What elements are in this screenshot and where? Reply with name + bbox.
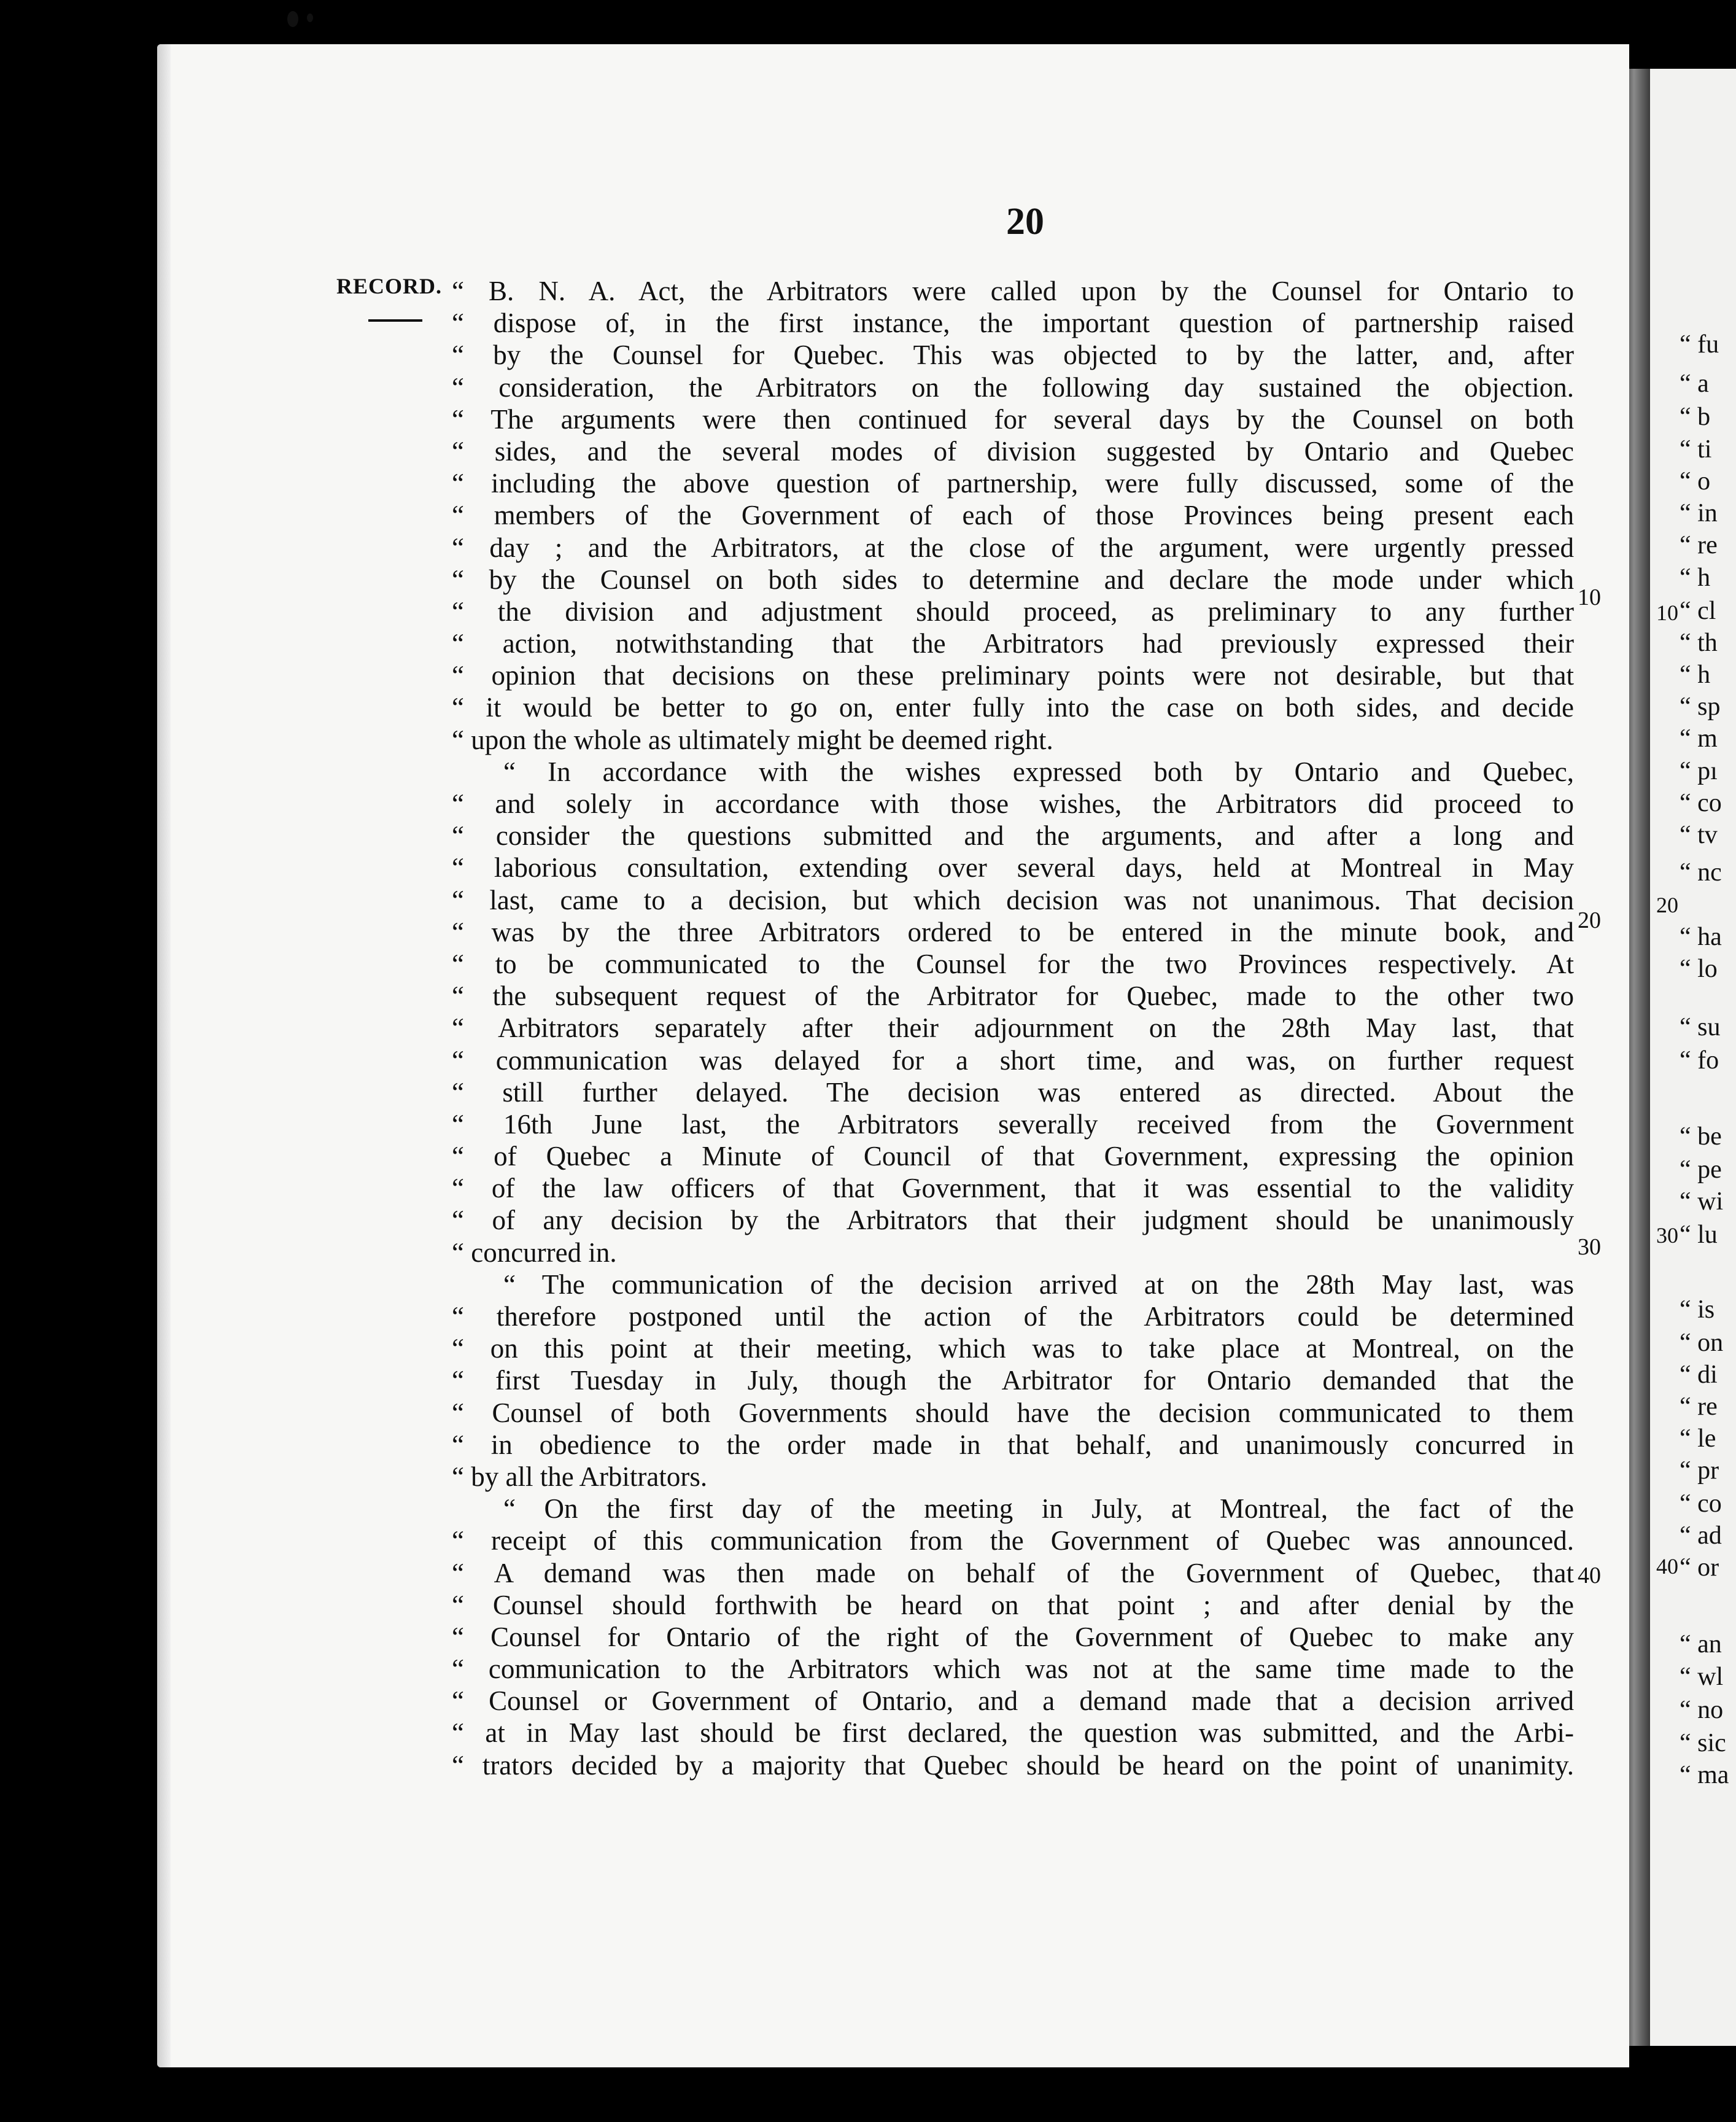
text-line: “ of the law officers of that Government, that it was essential to the validity <box>452 1173 1574 1204</box>
facing-fragment: “ re <box>1680 1393 1718 1421</box>
text-line: “ The communication of the decision arrived at on the 28th May last, was <box>503 1269 1574 1300</box>
text-line: “ laborious consultation, extending over several days, held at Montreal in May <box>452 852 1574 884</box>
scan-speck <box>287 11 298 27</box>
facing-fragment: “ co <box>1680 1490 1722 1518</box>
text-line: “ action, notwithstanding that the Arbitrators had previously expressed their <box>452 628 1574 659</box>
text-line: “ last, came to a decision, but which decision was not unanimous. That decision <box>452 884 1574 915</box>
facing-fragment: “ pı <box>1680 757 1718 785</box>
facing-fragment: “ co <box>1680 789 1722 817</box>
text-line: “ of any decision by the Arbitrators that their judgment should be unanimously <box>452 1205 1574 1236</box>
margin-label-record: RECORD. <box>336 274 443 298</box>
facing-fragment: “ b <box>1680 403 1711 431</box>
text-line: “ and solely in accordance with those wishes, the Arbitrators did proceed to <box>452 788 1574 819</box>
facing-fragment: “ pr <box>1680 1456 1719 1485</box>
facing-line-number-20: 20 <box>1656 893 1678 917</box>
text-line: “ the division and adjustment should proceed, as preliminary to any further <box>452 596 1574 627</box>
facing-fragment: “ fo <box>1680 1046 1719 1075</box>
facing-fragment: “ wl <box>1680 1663 1724 1691</box>
text-line: “ upon the whole as ultimately might be deemed right. <box>452 724 1053 755</box>
facing-fragment: “ sp <box>1680 693 1721 721</box>
facing-fragment: “ th <box>1680 629 1718 657</box>
facing-line-number-40: 40 <box>1656 1554 1678 1579</box>
facing-fragment: “ in <box>1680 499 1718 527</box>
facing-fragment: “ m <box>1680 725 1718 753</box>
facing-fragment: “ nc <box>1680 858 1722 887</box>
facing-fragment: “ is <box>1680 1296 1715 1324</box>
facing-fragment: “ lo <box>1680 955 1718 983</box>
facing-fragment: “ on <box>1680 1329 1724 1357</box>
facing-fragment: “ lu <box>1680 1221 1718 1249</box>
text-line: “ concurred in. <box>452 1237 617 1268</box>
facing-fragment: “ no <box>1680 1696 1724 1724</box>
text-line: “ dispose of, in the first instance, the important question of partnership raised <box>452 308 1574 339</box>
text-line: “ consider the questions submitted and the arguments, and after a long and <box>452 820 1574 852</box>
facing-fragment: “ di <box>1680 1361 1718 1389</box>
facing-fragment: “ ha <box>1680 923 1722 951</box>
text-line: “ Counsel or Government of Ontario, and a demand made that a decision arrived <box>452 1685 1574 1717</box>
text-line: “ of Quebec a Minute of Council of that Government, expressing the opinion <box>452 1141 1574 1172</box>
text-line: “ communication to the Arbitrators which was not at the same time made to the <box>452 1654 1574 1685</box>
margin-rule <box>368 319 422 322</box>
facing-line-number-10: 10 <box>1656 600 1678 625</box>
facing-fragment: “ su <box>1680 1013 1721 1041</box>
page-number: 20 <box>1006 201 1044 243</box>
text-line: “ opinion that decisions on these preliminary points were not desirable, but that <box>452 660 1574 691</box>
text-line: “ members of the Government of each of those Provinces being present each <box>452 500 1574 531</box>
facing-fragment: “ pe <box>1680 1156 1722 1184</box>
text-line: “ sides, and the several modes of division suggested by Ontario and Quebec <box>452 435 1574 467</box>
line-number-10: 10 <box>1578 585 1601 610</box>
facing-fragment: “ an <box>1680 1630 1722 1658</box>
text-line: “ by all the Arbitrators. <box>452 1461 708 1492</box>
facing-fragment: “ ma <box>1680 1761 1729 1789</box>
line-number-30: 30 <box>1578 1234 1601 1260</box>
scan-speck <box>307 14 313 22</box>
text-line: “ B. N. A. Act, the Arbitrators were called upon by the Counsel for Ontario to <box>452 276 1574 306</box>
text-line: “ by the Counsel on both sides to determine and declare the mode under which <box>452 564 1574 595</box>
text-line: “ communication was delayed for a short time, and was, on further request <box>452 1044 1574 1076</box>
text-line: “ including the above question of partnership, were fully discussed, some of the <box>452 468 1574 499</box>
text-line: “ Counsel should forthwith be heard on that point ; and after denial by the <box>452 1589 1574 1620</box>
facing-fragment: “ le <box>1680 1424 1716 1453</box>
line-number-40: 40 <box>1578 1563 1601 1588</box>
text-line: “ On the first day of the meeting in July, at Montreal, the fact of the <box>503 1493 1574 1525</box>
page-edge <box>157 44 171 2067</box>
facing-fragment: “ ti <box>1680 435 1712 464</box>
text-line: “ Counsel of both Governments should have the decision communicated to them <box>452 1397 1574 1428</box>
text-line: “ trators decided by a majority that Quebec should be heard on the point of unanimity. <box>452 1749 1574 1781</box>
text-line: “ still further delayed. The decision was entered as directed. About the <box>452 1076 1574 1108</box>
text-line: “ to be communicated to the Counsel for the two Provinces respectively. At <box>452 948 1574 979</box>
facing-fragment: “ h <box>1680 661 1711 689</box>
facing-fragment: “ tv <box>1680 821 1718 849</box>
facing-fragment: “ wi <box>1680 1187 1724 1216</box>
text-line: “ 16th June last, the Arbitrators severally received from the Government <box>452 1108 1574 1140</box>
line-number-20: 20 <box>1578 907 1601 933</box>
facing-fragment: “ be <box>1680 1122 1722 1151</box>
text-line: “ the subsequent request of the Arbitrator for Quebec, made to the other two <box>452 981 1574 1012</box>
facing-fragment: “ a <box>1680 370 1709 398</box>
text-line: “ receipt of this communication from the Government of Quebec was announced. <box>452 1525 1574 1557</box>
text-line: “ therefore postponed until the action of the Arbitrators could be determined <box>452 1301 1574 1332</box>
text-line: “ was by the three Arbitrators ordered to be entered in the minute book, and <box>452 916 1574 947</box>
facing-fragment: “ fu <box>1680 330 1719 359</box>
facing-line-number-30: 30 <box>1656 1223 1678 1248</box>
text-line: “ consideration, the Arbitrators on the following day sustained the objection. <box>452 371 1574 403</box>
text-line: “ The arguments were then continued for several days by the Counsel on both <box>452 403 1574 435</box>
facing-fragment: “ re <box>1680 531 1718 559</box>
facing-fragment: “ ad <box>1680 1522 1722 1550</box>
text-line: “ on this point at their meeting, which was to take place at Montreal, on the <box>452 1333 1574 1364</box>
body-text <box>452 275 1574 1781</box>
text-line: “ at in May last should be first declared, the question was submitted, and the Arbi- <box>452 1717 1574 1749</box>
text-line: “ in obedience to the order made in that behalf, and unanimously concurred in <box>452 1429 1574 1460</box>
text-line: “ day ; and the Arbitrators, at the close of the argument, were urgently pressed <box>452 532 1574 563</box>
text-line: “ Counsel for Ontario of the right of the Government of Quebec to make any <box>452 1621 1574 1652</box>
text-line: “ A demand was then made on behalf of the Government of Quebec, that <box>452 1557 1574 1588</box>
facing-fragment: “ cl <box>1680 597 1716 625</box>
facing-fragment: “ h <box>1680 564 1711 592</box>
facing-fragment: “ or <box>1680 1553 1719 1582</box>
text-line: “ it would be better to go on, enter fully into the case on both sides, and decide <box>452 692 1574 723</box>
facing-fragment: “ o <box>1680 467 1711 496</box>
text-line: “ by the Counsel for Quebec. This was objected to by the latter, and, after <box>452 340 1574 371</box>
text-line: “ In accordance with the wishes expressed both by Ontario and Quebec, <box>503 756 1574 787</box>
text-line: “ Arbitrators separately after their adjournment on the 28th May last, that <box>452 1012 1574 1044</box>
text-line: “ first Tuesday in July, though the Arbitrator for Ontario demanded that the <box>452 1365 1574 1396</box>
facing-fragment: “ sic <box>1680 1729 1726 1757</box>
